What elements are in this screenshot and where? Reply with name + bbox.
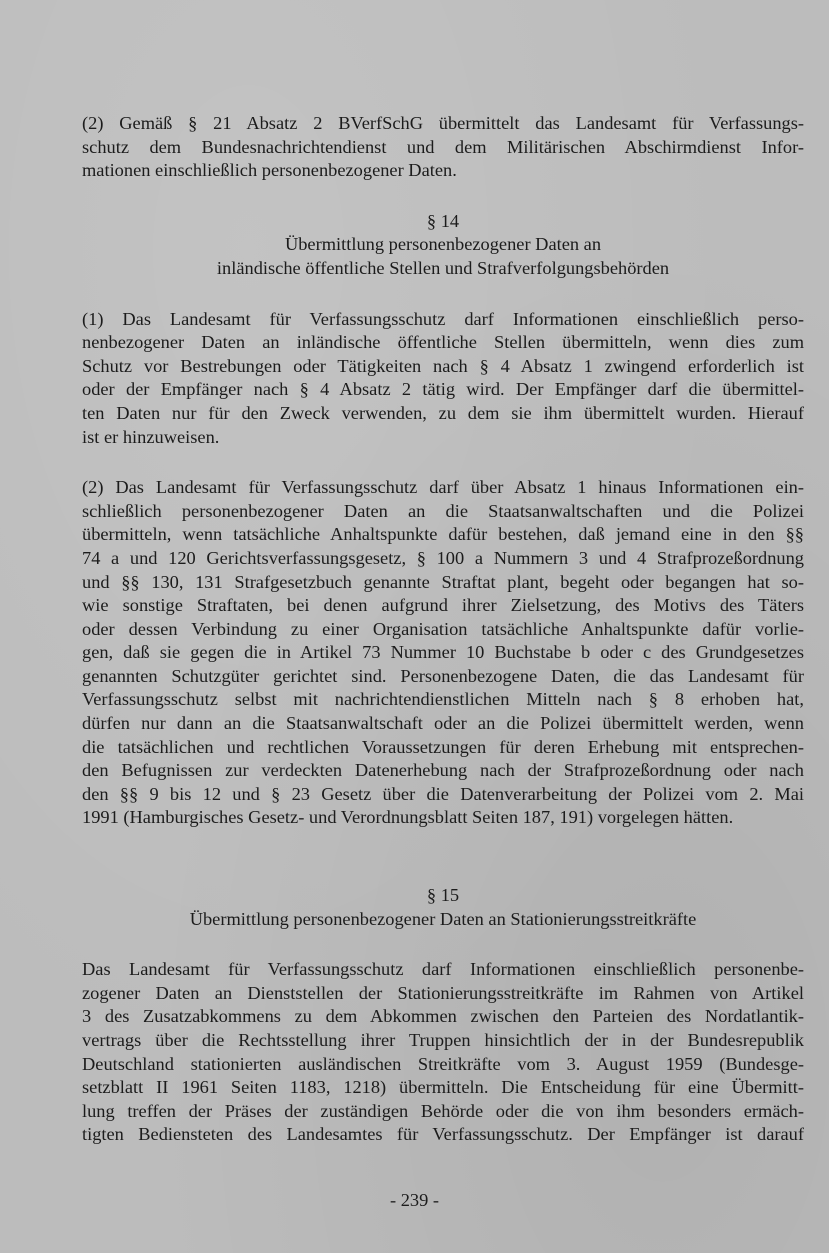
paragraph-14-1 (82, 308, 804, 450)
text-line: lung treffen der Präses der zuständigen Behörde oder die von ihm besonders ermäch- (82, 1100, 804, 1121)
text-line: vertrags über die Rechtsstellung ihrer Truppen hinsichtlich der in der Bundesrepublik (82, 1030, 804, 1050)
text-line: (1) Das Landesamt für Verfassungsschutz darf Informationen einschließlich perso- (82, 308, 804, 329)
page-number: - 239 - (389, 1190, 440, 1210)
section-number: § 15 (426, 885, 460, 906)
text-line: schutz dem Bundesnachrichtendienst und dem Militärischen Abschirmdienst Infor- (82, 136, 804, 157)
text-line: 1991 (Hamburgisches Gesetz- und Verordnungsblatt Seiten 187, 191) vorgelegen hätten. (82, 807, 734, 828)
text-line: den Befugnissen zur verdeckten Datenerhebung nach der Strafprozeßordnung oder nach (82, 760, 804, 781)
text-line: Verfassungsschutz selbst mit nachrichtendienstlichen Mitteln nach § 8 erhoben hat, (82, 689, 804, 710)
text-line: Deutschland stationierten ausländischen Streitkräfte vom 3. August 1959 (Bundesge- (82, 1053, 804, 1074)
text-line: schließlich personenbezogener Daten an die Staatsanwaltschaften und die Polizei (82, 500, 804, 521)
text-line: Das Landesamt für Verfassungsschutz darf Informationen einschließlich personenbe- (82, 959, 804, 980)
text-line: dürfen nur dann an die Staatsanwaltschaft oder an die Polizei übermittelt werden, wenn (82, 713, 804, 734)
text-line: den §§ 9 bis 12 und § 23 Gesetz über die Datenverarbeitung der Polizei vom 2. Mai (82, 783, 804, 804)
text-line: 74 a und 120 Gerichtsverfassungsgesetz, § 100 a Nummern 3 und 4 Strafprozeßordnung (82, 547, 804, 568)
text-line: oder der Empfänger nach § 4 Absatz 2 tätig wird. Der Empfänger darf die übermittel- (82, 379, 804, 400)
section-title-line: Übermittlung personenbezogener Daten an Stationierungsstreitkräfte (189, 908, 697, 929)
paragraph-15 (82, 958, 804, 1147)
text-line: übermitteln, wenn tatsächliche Anhaltspunkte dafür bestehen, daß jemand eine in den §§ (82, 524, 804, 545)
text-line: genannten Schutzgüter gerichtet sind. Personenbezogene Daten, die das Landesamt für (82, 665, 804, 686)
section-15-heading (82, 884, 804, 931)
text-line: (2) Gemäß § 21 Absatz 2 BVerfSchG übermittelt das Landesamt für Verfassungs- (82, 113, 804, 133)
text-line: setzblatt II 1961 Seiten 1183, 1218) übermitteln. Die Entscheidung für eine Übermitt- (82, 1077, 804, 1098)
section-number: § 14 (426, 210, 460, 231)
text-line: zogener Daten an Dienststellen der Stationierungsstreitkräfte im Rahmen von Artikel (82, 982, 804, 1003)
text-line: und §§ 130, 131 Strafgesetzbuch genannte Straftat plant, begeht oder begangen hat so- (82, 571, 804, 592)
paragraph-13-2 (82, 112, 804, 183)
text-line: Schutz vor Bestrebungen oder Tätigkeiten nach § 4 Absatz 1 zwingend erforderlich ist (82, 355, 804, 376)
text-line: ten Daten nur für den Zweck verwenden, zu dem sie ihm übermittelt wurden. Hierauf (82, 402, 804, 423)
text-line: wie sonstige Straftaten, bei denen aufgrund ihrer Zielsetzung, des Motivs des Täters (82, 595, 804, 616)
text-line: oder dessen Verbindung zu einer Organisation tatsächliche Anhaltspunkte dafür vorlie- (82, 618, 804, 639)
document-body (82, 112, 804, 1147)
section-title-line: inländische öffentliche Stellen und Strafverfolgungsbehörden (216, 257, 670, 278)
text-line: ist er hinzuweisen. (82, 426, 220, 447)
text-line: mationen einschließlich personenbezogener Daten. (82, 160, 457, 181)
text-line: nenbezogener Daten an inländische öffentliche Stellen übermitteln, wenn dies zum (82, 332, 804, 353)
paragraph-14-2 (82, 476, 804, 830)
text-line: die tatsächlichen und rechtlichen Voraussetzungen für deren Erhebung mit entsprechen- (82, 736, 804, 757)
text-line: 3 des Zusatzabkommens zu dem Abkommen zwischen den Parteien des Nordatlantik- (82, 1006, 804, 1027)
section-title-line: Übermittlung personenbezogener Daten an (284, 234, 602, 255)
text-line: tigten Bediensteten des Landesamtes für Verfassungsschutz. Der Empfänger ist darauf (82, 1124, 804, 1145)
text-line: gen, daß sie gegen die in Artikel 73 Nummer 10 Buchstabe b oder c des Grundgesetzes (82, 642, 804, 663)
section-14-heading (82, 210, 804, 281)
text-line: (2) Das Landesamt für Verfassungsschutz darf über Absatz 1 hinaus Informationen ein- (82, 477, 804, 498)
